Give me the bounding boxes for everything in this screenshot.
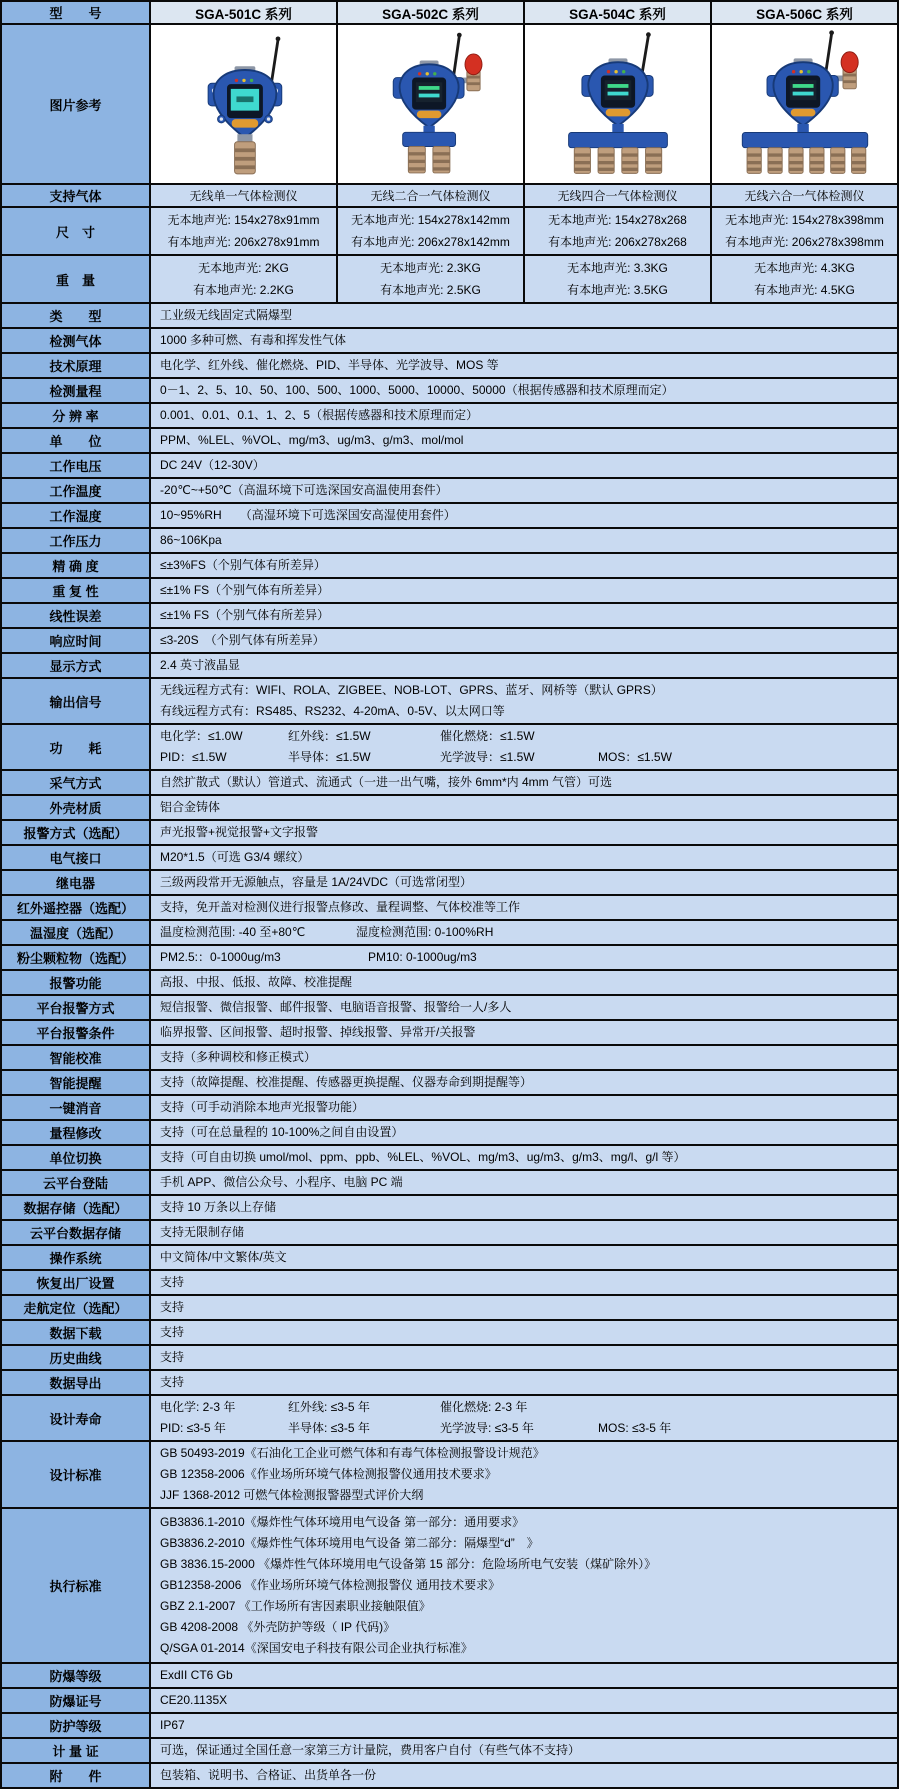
table-row: [1, 820, 898, 845]
model-name-sga-501c: SGA-501C 系列: [150, 1, 337, 24]
row-label: 防爆等级: [1, 1663, 150, 1688]
row-label: 设计寿命: [1, 1395, 150, 1441]
table-row: [1, 1220, 898, 1245]
row-value: 可选，保证通过全国任意一家第三方计量院，费用客户自付（有些气体不支持）: [150, 1738, 898, 1763]
table-row: [1, 945, 898, 970]
value-segment: PID：≤1.5W: [160, 750, 227, 764]
row-value: 工业级无线固定式隔爆型: [150, 303, 898, 328]
row-value: PPM、%LEL、%VOL、mg/m3、ug/m3、g/m3、mol/mol: [150, 428, 898, 453]
row-label: 采气方式: [1, 770, 150, 795]
table-row: [1, 1320, 898, 1345]
size-value: 无本地声光: 154x278x398mm 有本地声光: 206x278x398mm: [711, 207, 898, 255]
row-value: 支持无限制存储: [150, 1220, 898, 1245]
row-label: 尺 寸: [1, 207, 150, 255]
product-image-cell: [337, 24, 524, 184]
row-value: [150, 724, 898, 770]
table-row: [1, 1045, 898, 1070]
row-label: 数据导出: [1, 1370, 150, 1395]
weight-value: 无本地声光: 2.3KG 有本地声光: 2.5KG: [337, 255, 524, 303]
row-label: 红外遥控器（选配）: [1, 895, 150, 920]
weight-value: 无本地声光: 2KG 有本地声光: 2.2KG: [150, 255, 337, 303]
table-row: [1, 1441, 898, 1508]
model-name-sga-504c: SGA-504C 系列: [524, 1, 711, 24]
table-row: [1, 678, 898, 724]
size-value: 无本地声光: 154x278x142mm 有本地声光: 206x278x142mm: [337, 207, 524, 255]
table-row: [1, 1345, 898, 1370]
value-segment: PM10: 0-1000ug/m3: [368, 950, 477, 964]
row-label: 设计标准: [1, 1441, 150, 1508]
table-row: [1, 1738, 898, 1763]
row-value: 0－1、2、5、10、50、100、500、1000、5000、10000、50000（根据传感器和技术原理而定）: [150, 378, 898, 403]
row-label: 操作系统: [1, 1245, 150, 1270]
row-value: 支持（故障提醒、校准提醒、传感器更换提醒、仪器寿命到期提醒等）: [150, 1070, 898, 1095]
table-row: [1, 1370, 898, 1395]
row-label: 重 复 性: [1, 578, 150, 603]
gas-value: 无线二合一气体检测仪: [337, 184, 524, 207]
row-label: 单位切换: [1, 1145, 150, 1170]
product-image-cell: [524, 24, 711, 184]
table-row: [1, 1688, 898, 1713]
row-value: 手机 APP、微信公众号、小程序、电脑 PC 端: [150, 1170, 898, 1195]
model-label: 型 号: [1, 1, 150, 24]
value-segment: 催化燃烧: 2-3 年: [440, 1400, 528, 1414]
row-label: 平台报警方式: [1, 995, 150, 1020]
row-value: GB3836.1-2010《爆炸性气体环境用电气设备 第一部分：通用要求》 GB3836.2-2010《爆炸性气体环境用电气设备 第二部分：隔爆型“d” 》 GB 3836.15-2000 《爆炸性气体环境用电气设备第 15 部分：危险场所电气安装（煤矿除外）》 GB12358-2006 《作业场所环境气体检测报警仪 通用技术要求》 GBZ 2.1-2007 《工作场所有害因素职业接触限值》 GB 4208-2008 《外壳防护等级（ IP 代码)》 Q/SGA 01-2014《深国安电子科技有限公司企业执行标准》: [150, 1508, 898, 1663]
value-segment: 光学波导：≤1.5W: [440, 750, 535, 764]
row-value: 支持（可手动消除本地声光报警功能）: [150, 1095, 898, 1120]
table-row: [1, 1095, 898, 1120]
row-label: 温湿度（选配）: [1, 920, 150, 945]
value-segment: 电化学: 2-3 年: [160, 1400, 236, 1414]
row-label: 执行标准: [1, 1508, 150, 1663]
row-value: 自然扩散式（默认）管道式、流通式（一进一出气嘴，接外 6mm*内 4mm 气管）可选: [150, 770, 898, 795]
row-value: 86~106Kpa: [150, 528, 898, 553]
row-value: 无线远程方式有：WIFI、ROLA、ZIGBEE、NOB-LOT、GPRS、蓝牙、网桥等（默认 GPRS） 有线远程方式有：RS485、RS232、4-20mA、0-5V、以太网口等: [150, 678, 898, 724]
row-value: 支持: [150, 1320, 898, 1345]
table-row: [1, 378, 898, 403]
row-value: IP67: [150, 1713, 898, 1738]
row-value: 0.001、0.01、0.1、1、2、5（根据传感器和技术原理而定）: [150, 403, 898, 428]
supported-gas-row: [1, 184, 898, 207]
table-row: [1, 724, 898, 770]
size-row: [1, 207, 898, 255]
row-value: [150, 920, 898, 945]
row-label: 检测气体: [1, 328, 150, 353]
table-row: [1, 453, 898, 478]
row-value: ≤±3%FS（个别气体有所差异）: [150, 553, 898, 578]
spec-rows-body: [1, 1, 898, 1788]
row-value: 临界报警、区间报警、超时报警、掉线报警、异常开/关报警: [150, 1020, 898, 1045]
row-label: 走航定位（选配）: [1, 1295, 150, 1320]
row-label: 输出信号: [1, 678, 150, 724]
table-row: [1, 920, 898, 945]
row-label: 重 量: [1, 255, 150, 303]
row-label: 继电器: [1, 870, 150, 895]
table-row: [1, 553, 898, 578]
table-row: [1, 1070, 898, 1095]
row-label: 历史曲线: [1, 1345, 150, 1370]
single-gas-detector-icon: [159, 28, 329, 180]
gas-value: 无线单一气体检测仪: [150, 184, 337, 207]
row-label: 工作湿度: [1, 503, 150, 528]
row-label: 报警功能: [1, 970, 150, 995]
row-label: 一键消音: [1, 1095, 150, 1120]
row-label: 恢复出厂设置: [1, 1270, 150, 1295]
value-segment: 半导体: ≤3-5 年: [288, 1421, 370, 1435]
row-value: 短信报警、微信报警、邮件报警、电脑语音报警、报警给一人/多人: [150, 995, 898, 1020]
table-row: [1, 353, 898, 378]
row-value: 声光报警+视觉报警+文字报警: [150, 820, 898, 845]
header-row: [1, 1, 898, 24]
size-value: 无本地声光: 154x278x91mm 有本地声光: 206x278x91mm: [150, 207, 337, 255]
table-row: [1, 1195, 898, 1220]
row-label: 检测量程: [1, 378, 150, 403]
row-label: 防护等级: [1, 1713, 150, 1738]
table-row: [1, 1170, 898, 1195]
row-value: 包装箱、说明书、合格证、出货单各一份: [150, 1763, 898, 1788]
row-value: [150, 945, 898, 970]
value-segment: PID: ≤3-5 年: [160, 1421, 226, 1435]
gas-value: 无线六合一气体检测仪: [711, 184, 898, 207]
row-value: 铝合金铸体: [150, 795, 898, 820]
gas-value: 无线四合一气体检测仪: [524, 184, 711, 207]
table-row: [1, 795, 898, 820]
weight-value: 无本地声光: 3.3KG 有本地声光: 3.5KG: [524, 255, 711, 303]
table-row: [1, 1020, 898, 1045]
row-value: 支持（多种调校和修正模式）: [150, 1045, 898, 1070]
table-row: [1, 1663, 898, 1688]
value-segment: 温度检测范围: -40 至+80℃: [160, 925, 306, 939]
row-label: 功 耗: [1, 724, 150, 770]
row-label: 报警方式（选配）: [1, 820, 150, 845]
row-label: 工作压力: [1, 528, 150, 553]
table-row: [1, 403, 898, 428]
model-name-sga-506c: SGA-506C 系列: [711, 1, 898, 24]
table-row: [1, 1245, 898, 1270]
row-value: ≤3-20S （个别气体有所差异）: [150, 628, 898, 653]
row-value: 1000 多种可燃、有毒和挥发性气体: [150, 328, 898, 353]
six-gas-detector-icon: [717, 28, 893, 180]
row-label: 计 量 证: [1, 1738, 150, 1763]
row-label: 平台报警条件: [1, 1020, 150, 1045]
row-value: 中文简体/中文繁体/英文: [150, 1245, 898, 1270]
weight-value: 无本地声光: 4.3KG 有本地声光: 4.5KG: [711, 255, 898, 303]
table-row: [1, 578, 898, 603]
value-segment: 电化学：≤1.0W: [160, 729, 243, 743]
value-segment: 催化燃烧：≤1.5W: [440, 729, 535, 743]
table-row: [1, 1395, 898, 1441]
row-label: 云平台登陆: [1, 1170, 150, 1195]
value-segment: 红外线：≤1.5W: [288, 729, 371, 743]
table-row: [1, 995, 898, 1020]
row-value: 三级两段常开无源触点，容量是 1A/24VDC（可选常闭型）: [150, 870, 898, 895]
value-segment: 红外线: ≤3-5 年: [288, 1400, 370, 1414]
row-label: 技术原理: [1, 353, 150, 378]
table-row: [1, 503, 898, 528]
row-label: 精 确 度: [1, 553, 150, 578]
value-segment: MOS: ≤3-5 年: [598, 1421, 672, 1435]
row-value: DC 24V（12-30V）: [150, 453, 898, 478]
row-value: GB 50493-2019《石油化工企业可燃气体和有毒气体检测报警设计规范》 GB 12358-2006《作业场所环境气体检测报警仪通用技术要求》 JJF 1368-2012 可燃气体检测报警器型式评价大纲: [150, 1441, 898, 1508]
row-label: 数据存储（选配）: [1, 1195, 150, 1220]
value-segment: PM2.5:：0-1000ug/m3: [160, 950, 281, 964]
row-value: 支持: [150, 1295, 898, 1320]
row-label: 附 件: [1, 1763, 150, 1788]
row-value: 支持（可在总量程的 10-100%之间自由设置）: [150, 1120, 898, 1145]
row-label: 外壳材质: [1, 795, 150, 820]
table-row: [1, 328, 898, 353]
product-image-cell: [150, 24, 337, 184]
table-row: [1, 1295, 898, 1320]
row-value: 高报、中报、低报、故障、校准提醒: [150, 970, 898, 995]
table-row: [1, 1763, 898, 1788]
row-label: 工作温度: [1, 478, 150, 503]
row-label: 智能校准: [1, 1045, 150, 1070]
model-name-sga-502c: SGA-502C 系列: [337, 1, 524, 24]
row-value: ≤±1% FS（个别气体有所差异）: [150, 578, 898, 603]
table-row: [1, 870, 898, 895]
table-row: [1, 628, 898, 653]
row-label: 单 位: [1, 428, 150, 453]
image-row: [1, 24, 898, 184]
row-value: [150, 1395, 898, 1441]
row-label: 量程修改: [1, 1120, 150, 1145]
table-row: [1, 1508, 898, 1663]
value-segment: 湿度检测范围: 0-100%RH: [356, 925, 494, 939]
quad-gas-detector-icon: [530, 28, 706, 180]
row-label: 响应时间: [1, 628, 150, 653]
table-row: [1, 528, 898, 553]
product-image-cell: [711, 24, 898, 184]
value-segment: MOS：≤1.5W: [598, 750, 672, 764]
row-value: -20℃~+50℃（高温环境下可选深国安高温使用套件）: [150, 478, 898, 503]
row-value: 支持（可自由切换 umol/mol、ppm、ppb、%LEL、%VOL、mg/m3、ug/m3、g/m3、mg/l、g/l 等）: [150, 1145, 898, 1170]
row-label: 数据下载: [1, 1320, 150, 1345]
table-row: [1, 1120, 898, 1145]
row-label: 防爆证号: [1, 1688, 150, 1713]
row-label: 工作电压: [1, 453, 150, 478]
row-value: 10~95%RH （高湿环境下可选深国安高湿使用套件）: [150, 503, 898, 528]
row-label: 智能提醒: [1, 1070, 150, 1095]
table-row: [1, 1713, 898, 1738]
table-row: [1, 845, 898, 870]
row-label: 图片参考: [1, 24, 150, 184]
value-segment: 光学波导: ≤3-5 年: [440, 1421, 534, 1435]
table-row: [1, 970, 898, 995]
row-label: 类 型: [1, 303, 150, 328]
row-label: 分 辨 率: [1, 403, 150, 428]
table-row: [1, 653, 898, 678]
table-row: [1, 478, 898, 503]
row-value: ≤±1% FS（个别气体有所差异）: [150, 603, 898, 628]
row-value: 电化学、红外线、催化燃烧、PID、半导体、光学波导、MOS 等: [150, 353, 898, 378]
size-value: 无本地声光: 154x278x268 有本地声光: 206x278x268: [524, 207, 711, 255]
table-row: [1, 303, 898, 328]
table-row: [1, 770, 898, 795]
row-label: 云平台数据存储: [1, 1220, 150, 1245]
weight-row: [1, 255, 898, 303]
value-segment: 半导体：≤1.5W: [288, 750, 371, 764]
row-value: ExdII CT6 Gb: [150, 1663, 898, 1688]
row-value: 支持 10 万条以上存储: [150, 1195, 898, 1220]
row-value: 支持: [150, 1270, 898, 1295]
row-value: CE20.1135X: [150, 1688, 898, 1713]
row-value: M20*1.5（可选 G3/4 螺纹）: [150, 845, 898, 870]
row-value: 2.4 英寸液晶显: [150, 653, 898, 678]
row-label: 线性误差: [1, 603, 150, 628]
table-row: [1, 428, 898, 453]
table-row: [1, 1270, 898, 1295]
row-value: 支持: [150, 1345, 898, 1370]
row-label: 显示方式: [1, 653, 150, 678]
row-value: 支持: [150, 1370, 898, 1395]
row-label: 电气接口: [1, 845, 150, 870]
table-row: [1, 1145, 898, 1170]
table-row: [1, 603, 898, 628]
row-label: 粉尘颗粒物（选配）: [1, 945, 150, 970]
dual-gas-detector-icon: [346, 28, 516, 180]
row-label: 支持气体: [1, 184, 150, 207]
table-row: [1, 895, 898, 920]
row-value: 支持，免开盖对检测仪进行报警点修改、量程调整、气体校准等工作: [150, 895, 898, 920]
